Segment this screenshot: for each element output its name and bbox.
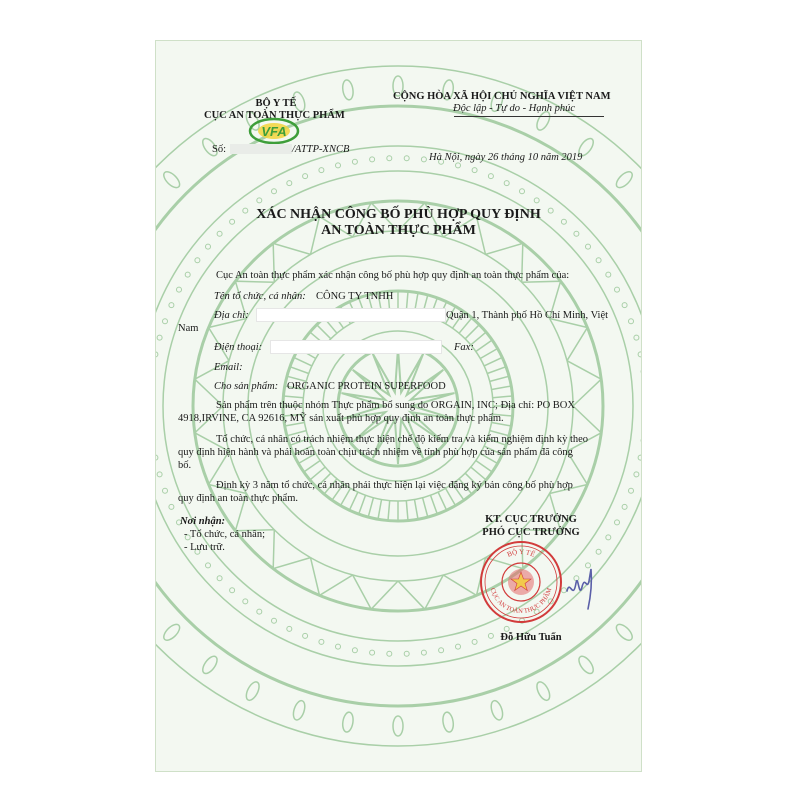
svg-text:BỘ Y TẾ: [506, 548, 536, 559]
country-name: CỘNG HÒA XÃ HỘI CHỦ NGHĨA VIỆT NAM: [393, 91, 611, 102]
product-value: ORGANIC PROTEIN SUPERFOOD: [287, 381, 446, 392]
recipient-item: - Tổ chức, cá nhân;: [184, 529, 266, 540]
ministry-name: BỘ Y TẾ: [255, 98, 297, 109]
address-value: Quận 1, Thành phố Hồ Chí Minh, Việt: [446, 310, 609, 321]
signer-name: Đỗ Hữu Tuấn: [500, 632, 562, 643]
title-line-1: XÁC NHẬN CÔNG BỐ PHÙ HỢP QUY ĐỊNH: [256, 207, 541, 222]
national-motto: Độc lập - Tự do - Hạnh phúc: [453, 103, 576, 114]
address-label: Địa chỉ:: [214, 310, 249, 321]
doc-number-label: Số:: [212, 144, 227, 155]
para2-line1: Tổ chức, cá nhân có trách nhiệm thực hiện chế độ kiểm tra và kiểm nghiệm định kỳ theo: [216, 434, 589, 445]
vfa-logo: [248, 117, 300, 145]
para2-line2: quy định hiện hành và phải hoàn toàn chịu trách nhiệm về tính phù hợp của sản phẩm đã công: [178, 447, 573, 458]
recipient-item: - Lưu trữ.: [184, 542, 225, 553]
official-seal-icon: [478, 539, 564, 625]
fax-label: Fax:: [454, 342, 474, 353]
para3-line1: Định kỳ 3 năm tổ chức, cá nhân phải thực hiện lại việc đăng ký bản công bố phù hợp: [216, 480, 573, 491]
phone-label: Điện thoại:: [214, 342, 263, 353]
motto-underline: [454, 116, 604, 117]
signature-title-1: KT. CỤC TRƯỞNG: [485, 514, 577, 525]
seal-bottom-text: CỤC AN TOÀN THỰC PHẨM: [488, 587, 554, 616]
redacted-phone: [270, 340, 442, 354]
para1-line1: Sản phẩm trên thuộc nhóm Thực phẩm bổ sung do ORGAIN, INC; Địa chỉ: PO BOX: [216, 400, 575, 411]
signature-title-2: PHÓ CỤC TRƯỞNG: [482, 527, 580, 538]
certificate-document: [155, 40, 642, 772]
intro-text: Cục An toàn thực phẩm xác nhận công bố phù hợp quy định an toàn thực phẩm của:: [216, 270, 570, 281]
redacted-number: [230, 144, 292, 154]
org-value: CÔNG TY TNHH: [316, 291, 394, 302]
doc-number-suffix: /ATTP-XNCB: [292, 144, 350, 155]
org-label: Tên tổ chức, cá nhân:: [214, 291, 306, 302]
redacted-address: [256, 308, 446, 322]
para2-line3: bố.: [178, 460, 192, 471]
title-line-2: AN TOÀN THỰC PHẨM: [321, 223, 476, 238]
recipients-label: Nơi nhận:: [180, 516, 226, 527]
product-label: Cho sản phẩm:: [214, 381, 279, 392]
para3-line2: quy định an toàn thực phẩm.: [178, 493, 299, 504]
handwritten-signature: [561, 561, 601, 616]
issue-date: Hà Nội, ngày 26 tháng 10 năm 2019: [429, 152, 583, 163]
para1-line2: 4918,IRVINE, CA 92616, MỸ sản xuất phù hợp quy định an toàn thực phẩm.: [178, 413, 504, 424]
address-continued: Nam: [178, 323, 199, 334]
seal-top-text: BỘ Y TẾ: [506, 547, 536, 559]
email-label: Email:: [214, 362, 243, 373]
vfa-logo-text: VFA: [261, 124, 287, 139]
department-name: CỤC AN TOÀN THỰC PHẨM: [204, 110, 345, 121]
